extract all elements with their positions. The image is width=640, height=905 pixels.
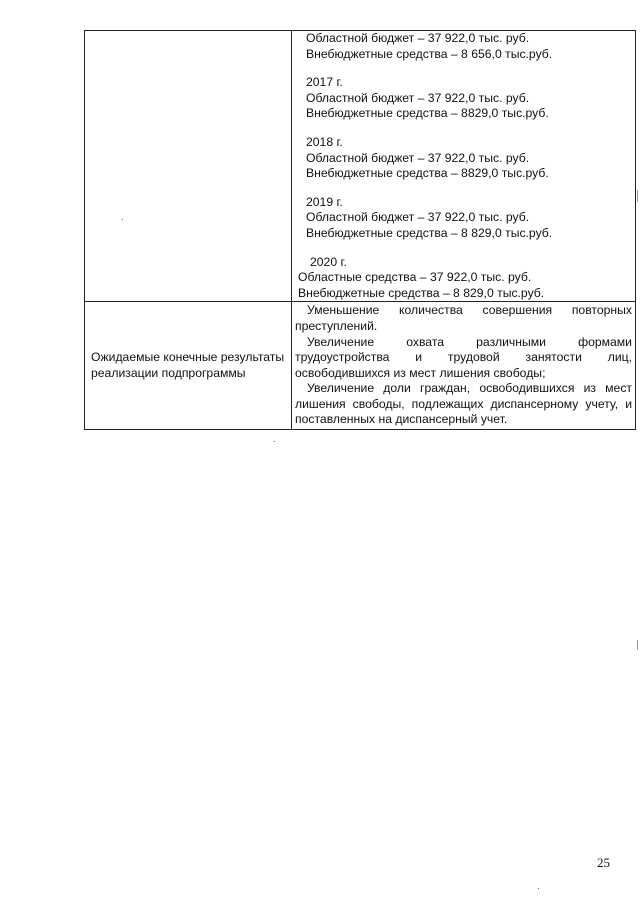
funding-year-2020: 2020 г. [310, 254, 347, 269]
subprogram-passport-table [84, 30, 636, 430]
funding-carryover-regional: Областной бюджет – 37 922,0 тыс. руб. [306, 31, 530, 45]
funding-2017-regional: Областной бюджет – 37 922,0 тыс. руб. [306, 90, 530, 105]
results-label: Ожидаемые конечные результаты реализации подпрограммы [91, 350, 285, 380]
scan-speck [274, 441, 275, 442]
funding-values-cell [292, 31, 636, 302]
funding-2020-extrabudget: Внебюджетные средства – 8 829,0 тыс.руб. [298, 285, 545, 300]
funding-year-2019: 2019 г. [306, 194, 343, 209]
scan-speck [538, 888, 539, 889]
result-paragraph-3: Увеличение доли граждан, освободившихся из мест лишения свободы, подлежащих диспансерному учету, и поставленных на диспансерный учет. [295, 381, 632, 427]
funding-2017-extrabudget: Внебюджетные средства – 8829,0 тыс.руб. [306, 106, 549, 121]
funding-row [85, 31, 636, 302]
funding-year-2017: 2017 г. [306, 75, 343, 90]
funding-year-2018: 2018 г. [306, 134, 343, 149]
results-label-cell [85, 302, 292, 430]
scan-edge-mark [637, 190, 638, 202]
scan-edge-mark [637, 640, 638, 650]
result-paragraph-2: Увеличение охвата различными формами трудоустройства и трудовой занятости лиц, освободившихся из мест лишения свободы; [295, 334, 632, 380]
funding-2019-regional: Областной бюджет – 37 922,0 тыс. руб. [306, 210, 530, 225]
funding-2020-regional: Областные средства – 37 922,0 тыс. руб. [298, 270, 532, 285]
page-number: 25 [597, 855, 610, 870]
funding-2018-extrabudget: Внебюджетные средства – 8829,0 тыс.руб. [306, 166, 549, 181]
results-values-cell [292, 302, 636, 430]
results-row [85, 302, 636, 430]
funding-carryover-extrabudget: Внебюджетные средства – 8 656,0 тыс.руб. [306, 46, 553, 61]
scan-speck [122, 219, 123, 220]
funding-2019-extrabudget: Внебюджетные средства – 8 829,0 тыс.руб. [306, 225, 553, 240]
result-paragraph-1: Уменьшение количества совершения повторных преступлений. [295, 303, 632, 333]
funding-2018-regional: Областной бюджет – 37 922,0 тыс. руб. [306, 150, 530, 165]
funding-label-cell [85, 31, 292, 302]
